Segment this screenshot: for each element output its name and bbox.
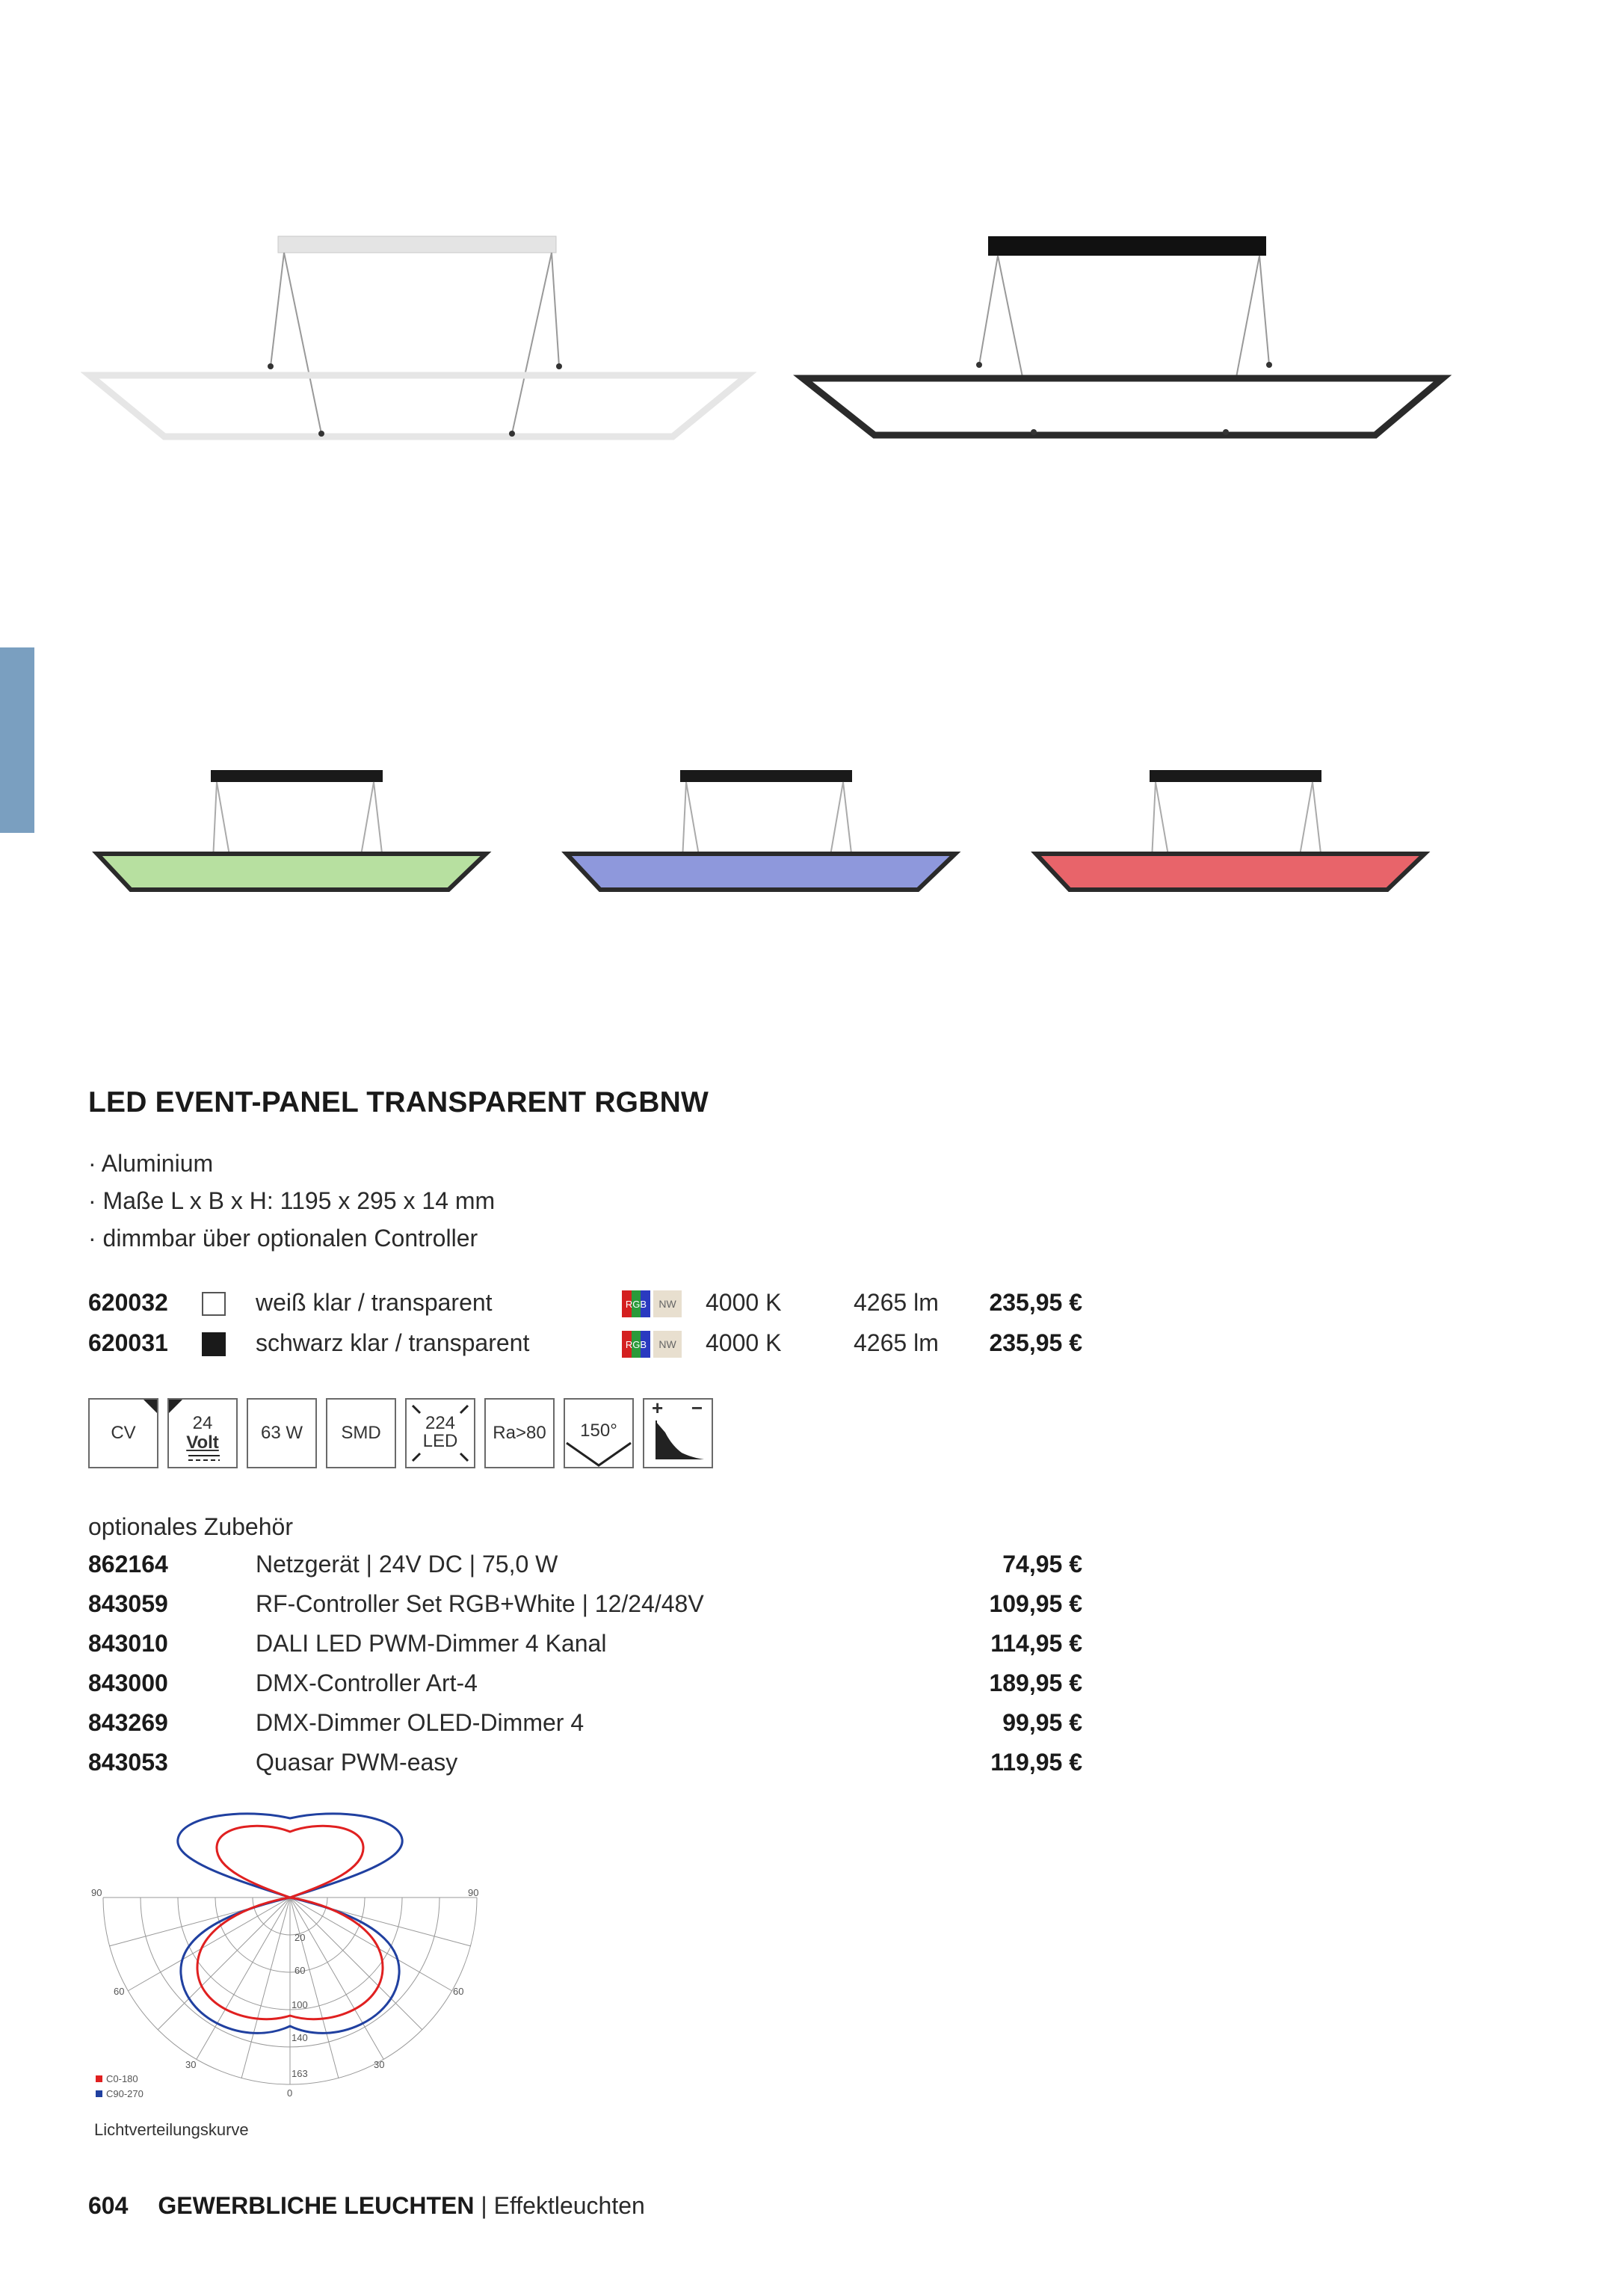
price: 74,95 €: [1002, 1551, 1082, 1578]
polar-grid: [103, 1898, 477, 2084]
article-number: 843000: [88, 1669, 168, 1696]
plus-sign: +: [652, 1397, 664, 1419]
light-distribution-diagram: [88, 1809, 507, 2108]
curve-c0-upper: [217, 1826, 363, 1898]
color-temperature: 4000 K: [706, 1329, 782, 1356]
accessory-row: [88, 1630, 1082, 1667]
color-temperature: 4000 K: [706, 1289, 782, 1316]
variant-description: schwarz klar / transparent: [256, 1329, 530, 1356]
article-number: 620031: [88, 1329, 168, 1356]
rgb-icon: [622, 1290, 650, 1317]
angle-label-0: 0: [287, 2087, 293, 2099]
rgb-icon-label: RGB: [625, 1339, 647, 1350]
chapter-tab: [0, 647, 34, 833]
product-title: LED EVENT-PANEL TRANSPARENT RGBNW: [88, 1086, 709, 1118]
accessory-row: [88, 1590, 1082, 1628]
voltage-icon: [167, 1398, 238, 1468]
variant-row: [88, 1329, 1082, 1367]
product-photo-blue-panel: [559, 763, 978, 912]
accessory-row: [88, 1669, 1082, 1707]
accessory-row: [88, 1709, 1082, 1746]
section-title: GEWERBLICHE LEUCHTEN: [158, 2192, 475, 2219]
subsection-title: Effektleuchten: [493, 2192, 645, 2219]
variant-description: weiß klar / transparent: [256, 1289, 493, 1316]
luminous-flux: 4265 lm: [854, 1289, 939, 1316]
page-number: 604: [88, 2192, 129, 2219]
smd-label: SMD: [341, 1423, 381, 1443]
radial-label: 60: [294, 1965, 306, 1976]
radial-label: 140: [292, 2032, 308, 2043]
accessory-description: RF-Controller Set RGB+White | 12/24/48V: [256, 1590, 704, 1617]
article-number: 843053: [88, 1749, 168, 1776]
dimmable-icon: [643, 1398, 713, 1468]
product-photo-red-panel: [1028, 763, 1447, 912]
beam-angle-icon: [564, 1398, 634, 1468]
radial-label: 163: [292, 2068, 308, 2079]
angle-label-90-left: 90: [91, 1887, 102, 1898]
angle-label-30-right: 30: [374, 2059, 385, 2070]
smd-icon: [326, 1398, 396, 1468]
angle-label-60-right: 60: [453, 1986, 464, 1997]
article-number: 620032: [88, 1289, 168, 1316]
price: 189,95 €: [989, 1669, 1082, 1696]
product-photo-white-panel: [82, 232, 755, 456]
legend-swatch-c90: [96, 2090, 102, 2097]
accessory-row: [88, 1749, 1082, 1786]
angle-label-30-left: 30: [185, 2059, 197, 2070]
rgb-icon-label: RGB: [625, 1299, 647, 1310]
cri-label: Ra>80: [493, 1423, 546, 1443]
accessory-description: DMX-Dimmer OLED-Dimmer 4: [256, 1709, 584, 1736]
diagram-caption: Lichtverteilungskurve: [94, 2120, 249, 2139]
color-swatch: [202, 1292, 226, 1316]
legend-c90: C90-270: [106, 2088, 144, 2099]
legend-c0: C0-180: [106, 2073, 138, 2084]
accessories-heading: optionales Zubehör: [88, 1513, 293, 1540]
article-number: 843269: [88, 1709, 168, 1736]
neutral-white-icon: NW: [653, 1290, 682, 1317]
constant-voltage-icon: [88, 1398, 158, 1468]
variant-row: [88, 1289, 1082, 1326]
led-count-number: 224: [425, 1413, 456, 1433]
accessory-description: Quasar PWM-easy: [256, 1749, 458, 1776]
color-swatch: [202, 1332, 226, 1356]
article-number: 843059: [88, 1590, 168, 1617]
angle-label-90-right: 90: [468, 1887, 479, 1898]
feature-dimming: · dimmbar über optionalen Controller: [88, 1225, 478, 1252]
feature-material: · Aluminium: [88, 1150, 214, 1177]
curve-c90-upper: [178, 1814, 402, 1898]
power-label: 63 W: [260, 1423, 303, 1443]
price: 119,95 €: [990, 1749, 1082, 1776]
minus-sign: −: [691, 1397, 703, 1419]
footer-separator: |: [474, 2192, 494, 2219]
rgb-icon: [622, 1331, 650, 1358]
accessory-description: DMX-Controller Art-4: [256, 1669, 478, 1696]
led-count-icon: [405, 1398, 475, 1468]
luminous-flux: 4265 lm: [854, 1329, 939, 1356]
cv-label: CV: [111, 1423, 136, 1443]
angle-label-60-left: 60: [114, 1986, 125, 1997]
price: 109,95 €: [989, 1590, 1082, 1617]
accessory-description: Netzgerät | 24V DC | 75,0 W: [256, 1551, 558, 1578]
product-photo-green-panel: [90, 763, 508, 912]
cri-icon: [484, 1398, 555, 1468]
led-count-label: LED: [422, 1431, 458, 1451]
legend-swatch-c0: [96, 2075, 102, 2082]
voltage-number: 24: [192, 1413, 213, 1433]
price: 235,95 €: [989, 1329, 1082, 1356]
page-footer: [88, 2192, 645, 2220]
article-number: 862164: [88, 1551, 168, 1578]
price: 114,95 €: [990, 1630, 1082, 1657]
product-photo-black-panel: [792, 232, 1465, 456]
beam-angle-label: 150°: [580, 1421, 617, 1441]
price: 235,95 €: [989, 1289, 1082, 1316]
radial-label: 20: [294, 1932, 306, 1943]
neutral-white-icon: NW: [653, 1331, 682, 1358]
feature-dimensions: · Maße L x B x H: 1195 x 295 x 14 mm: [88, 1187, 496, 1214]
accessory-description: DALI LED PWM-Dimmer 4 Kanal: [256, 1630, 607, 1657]
power-icon: [247, 1398, 317, 1468]
price: 99,95 €: [1002, 1709, 1082, 1736]
voltage-unit: Volt: [186, 1432, 219, 1453]
accessory-row: [88, 1551, 1082, 1588]
radial-label: 100: [292, 1999, 308, 2010]
article-number: 843010: [88, 1630, 168, 1657]
